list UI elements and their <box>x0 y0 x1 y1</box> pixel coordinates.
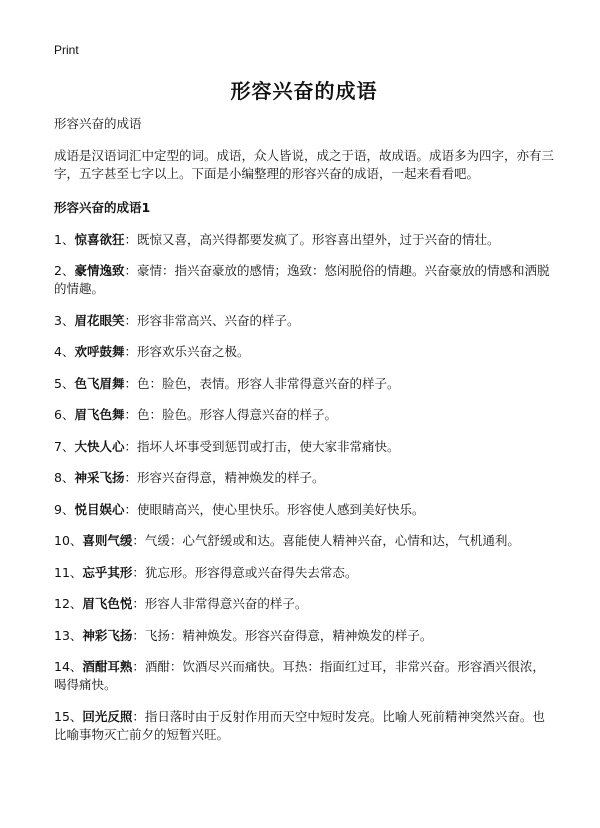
item-number: 5、 <box>54 375 75 391</box>
item-number: 6、 <box>54 407 75 422</box>
list-item <box>54 262 554 298</box>
idiom-definition: ：气缓：心气舒缓或和达。喜能使人精神兴奋，心情和达，气机通利。 <box>132 533 520 548</box>
item-number: 9、 <box>54 501 75 517</box>
idiom-term: 悦目娱心 <box>74 501 125 517</box>
idiom-term: 色飞眉舞 <box>74 375 125 391</box>
idiom-definition: ：指日落时由于反射作用而天空中短时发亮。比喻人死前精神突然兴奋。也比喻事物灭亡前夕的短暂兴旺。 <box>54 708 545 742</box>
idiom-definition: ：酒酣：饮酒尽兴而痛快。耳热：指面红过耳，非常兴奋。形容酒兴很浓，喝得痛快。 <box>54 659 545 692</box>
list-item <box>54 627 554 645</box>
list-item <box>54 231 554 249</box>
list-item <box>54 375 554 393</box>
item-number: 2、 <box>54 263 75 278</box>
idiom-definition: ：形容人非常得意兴奋的样子。 <box>132 596 308 611</box>
list-item <box>54 438 554 456</box>
idiom-definition: ：形容兴奋得意，精神焕发的样子。 <box>124 470 325 485</box>
idiom-definition: ：色：脸色。形容人得意兴奋的样子。 <box>124 407 337 422</box>
list-item <box>54 564 554 582</box>
idiom-term: 眉飞色舞 <box>74 407 125 422</box>
list-item <box>54 501 554 519</box>
list-item <box>54 312 554 330</box>
idiom-definition: ：形容非常高兴、兴奋的样子。 <box>124 312 300 328</box>
document-page <box>54 42 554 744</box>
page-title: 形容兴奋的成语 <box>230 79 378 103</box>
list-item <box>54 532 554 550</box>
list-item <box>54 469 554 487</box>
item-number: 15、 <box>54 708 83 724</box>
idiom-definition: ：指坏人坏事受到惩罚或打击，使大家非常痛快。 <box>124 438 400 454</box>
idiom-term: 忘乎其形 <box>82 564 133 580</box>
item-number: 14、 <box>54 659 83 674</box>
item-number: 3、 <box>54 312 75 328</box>
list-item <box>54 343 554 361</box>
intro-paragraph: 成语是汉语词汇中定型的词。成语，众人皆说，成之于语，故成语。成语多为四字，亦有三字，五字甚至七字以上。下面是小编整理的形容兴奋的成语，一起来看看吧。 <box>54 148 555 181</box>
idiom-term: 豪情逸致 <box>74 263 125 278</box>
list-item <box>54 658 554 694</box>
idiom-term: 神采飞扬 <box>74 470 125 485</box>
idiom-definition: ：色：脸色，表情。形容人非常得意兴奋的样子。 <box>124 375 400 391</box>
item-number: 7、 <box>54 438 75 454</box>
print-label: Print <box>54 43 79 57</box>
idiom-definition: ：形容欢乐兴奋之极。 <box>124 344 250 359</box>
item-number: 1、 <box>54 231 75 247</box>
idiom-term: 回光反照 <box>82 708 133 724</box>
idiom-term: 神彩飞扬 <box>82 627 133 643</box>
item-number: 13、 <box>54 627 83 643</box>
idiom-definition: ：既惊又喜，高兴得都要发疯了。形容喜出望外，过于兴奋的情壮。 <box>124 231 500 247</box>
list-item <box>54 708 554 744</box>
page-subtitle: 形容兴奋的成语 <box>54 116 142 131</box>
item-number: 12、 <box>54 596 83 611</box>
idiom-list <box>54 231 554 744</box>
item-number: 8、 <box>54 470 75 485</box>
list-item <box>54 595 554 613</box>
list-item <box>54 406 554 424</box>
idiom-term: 酒酣耳熟 <box>82 659 133 674</box>
item-number: 10、 <box>54 533 83 548</box>
item-number: 11、 <box>54 564 83 580</box>
idiom-term: 眉飞色悦 <box>82 596 133 611</box>
idiom-definition: ：飞扬：精神焕发。形容兴奋得意，精神焕发的样子。 <box>132 627 433 643</box>
idiom-term: 欢呼鼓舞 <box>74 344 125 359</box>
idiom-term: 眉花眼笑 <box>74 312 125 328</box>
idiom-term: 惊喜欲狂 <box>74 231 125 247</box>
idiom-definition: ：豪情：指兴奋豪放的感情；逸致：悠闲脱俗的情趣。兴奋豪放的情感和洒脱的情趣。 <box>54 263 550 296</box>
section-heading: 形容兴奋的成语1 <box>54 200 151 215</box>
idiom-definition: ：犹忘形。形容得意或兴奋得失去常态。 <box>132 564 358 580</box>
item-number: 4、 <box>54 344 75 359</box>
idiom-term: 大快人心 <box>74 438 125 454</box>
idiom-term: 喜则气缓 <box>82 533 133 548</box>
idiom-definition: ：使眼睛高兴，使心里快乐。形容使人感到美好快乐。 <box>124 501 425 517</box>
